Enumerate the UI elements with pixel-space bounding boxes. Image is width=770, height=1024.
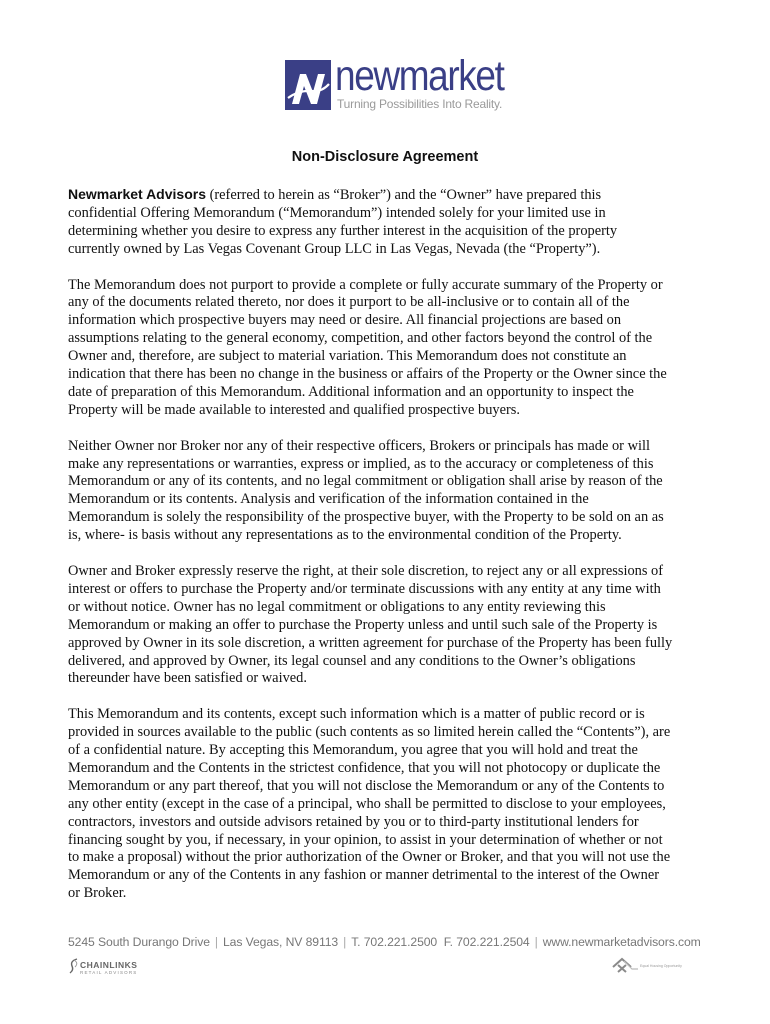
paragraph-1 (68, 186, 708, 259)
equal-housing-logo (612, 956, 702, 976)
footer-separator: | (343, 935, 347, 949)
paragraph-2: The Memorandum does not purport to provide a complete or fully accurate summary of the Property or any of the documents related thereto, nor does it purport to be all-inclusive or to contain all of the information which prospective buyers may need or desire. All financial projections are based on assumptions relating to the general economy, competition, and other factors beyond the control of the Owner and, therefore, are subject to material variation. This Memorandum does not constitute an indication that there has been no change in the business or affairs of the Property or the Owner since the date of preparation of this Memorandum. Additional information and an opportunity to inspect the Property will be made available to interested and qualified prospective buyers. (68, 276, 667, 418)
footer-fax: F. 702.221.2504 (443, 935, 530, 949)
footer-city: Las Vegas, NV 89113 (223, 935, 339, 949)
chainlinks-name: CHAINLINKS (80, 960, 138, 970)
footer-separator: | (534, 935, 538, 949)
footer-contact-line (68, 935, 708, 949)
chainlinks-logo-icon (68, 957, 80, 975)
logo-wordmark: newmarket (335, 52, 504, 100)
chainlinks-logo (68, 955, 148, 981)
equal-housing-icon (612, 956, 638, 976)
footer-address: 5245 South Durango Drive (68, 935, 210, 949)
paragraph-3: Neither Owner nor Broker nor any of their respective officers, Brokers or principals has made or will make any representations or warranties, express or implied, as to the accuracy or completeness of this Memorandum or any of its contents, and no legal commitment or obligation shall arise by reason of the Memorandum or its contents. Analysis and verification of the information contained in the Memorandum is solely the responsibility of the prospective buyer, with the Property to be sold on an as is, where- is basis without any representations as to the environmental condition of the Property. (68, 437, 664, 544)
document-body (68, 186, 708, 921)
logo-tagline: Turning Possibilities Into Reality. (337, 97, 503, 111)
chainlinks-subtitle: RETAIL ADVISORS (80, 970, 138, 975)
paragraph-1-text: (referred to herein as “Broker”) and the “Owner” have prepared this confidential Offering Memorandum (“Memorandum”) intended solely for your limited use in determining whether you desire to express any further interest in the acquisition of the property currently owned by Las Vegas Covenant Group LLC in Las Vegas, Nevada (the “Property”). (68, 187, 618, 257)
newmarket-n-logo-icon (285, 60, 331, 110)
paragraph-4: Owner and Broker expressly reserve the right, at their sole discretion, to reject any or all expressions of interest or offers to purchase the Property and/or terminate discussions with any entity at any time with or without notice. Owner has no legal commitment or obligations to any entity reviewing this Memorandum or making an offer to purchase the Property unless and until such sale of the Property is approved by Owner in its sole discretion, a written agreement for purchase of the Property has been fully delivered, and approved by Owner, its legal counsel and any conditions to the Owner’s obligations thereunder have been satisfied or waived. (68, 562, 673, 687)
footer-website[interactable]: www.newmarketadvisors.com (542, 935, 701, 949)
footer-separator: | (214, 935, 218, 949)
equal-housing-text: Equal Housing Opportunity (640, 964, 682, 968)
paragraph-5: This Memorandum and its contents, except such information which is a matter of public record or is provided in sources available to the public (such contents as so limited herein called the “Contents”), are of a confidential nature. By accepting this Memorandum, you agree that you will hold and treat the Memorandum and the Contents in the strictest confidence, that you will not photocopy or duplicate the Memorandum or any part thereof, that you will not disclose the Memorandum or any of the Contents to any other entity (except in the case of a principal, who shall be permitted to disclose to your employees, contractors, investors and outside advisors retained by you or to third-party institutional lenders for financing sought by you, if necessary, in your opinion, to assist in your determination of whether or not to make a proposal) without the prior authorization of the Owner or Broker, and that you will not use the Memorandum or any of the Contents in any fashion or manner detrimental to the interest of the Owner or Broker. (68, 706, 671, 902)
company-name: Newmarket Advisors (68, 186, 206, 202)
document-title: Non-Disclosure Agreement (291, 149, 479, 165)
footer-phone: T. 702.221.2500 (351, 935, 438, 949)
newmarket-logo (285, 52, 504, 118)
